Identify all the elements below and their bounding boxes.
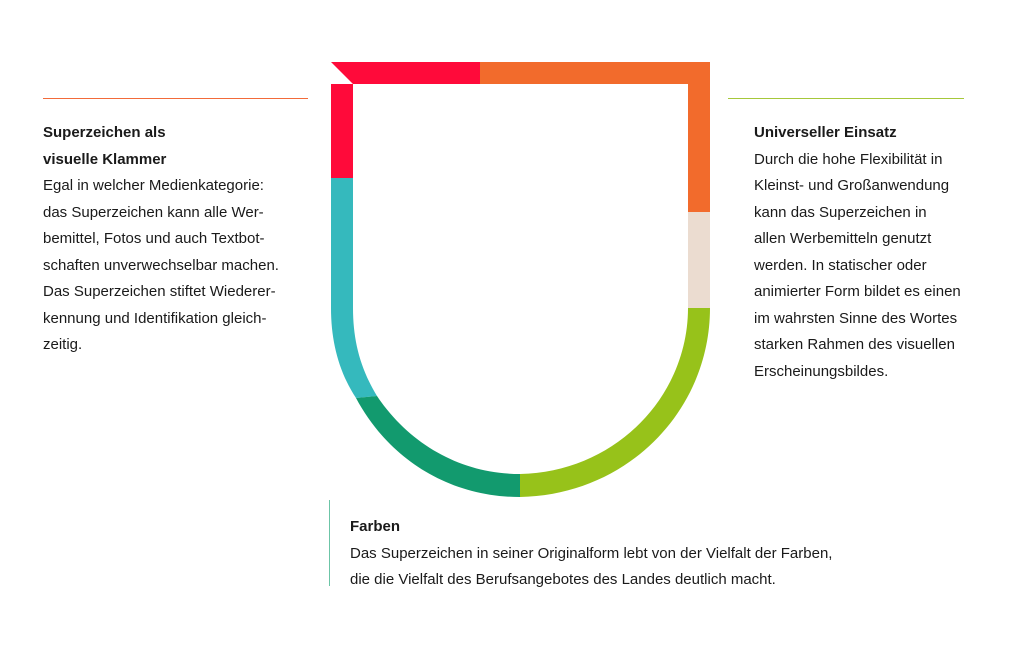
right-body: Durch die hohe Flexibilität in Kleinst- und Großanwendung kann das Superzeichen in allen Werbemitteln genutzt werden. In statischer oder animierter Form bildet es einen im wahrsten Sinne des Wortes starken Rahmen des visuellen Erscheinungsbildes.	[754, 150, 961, 380]
emblem-segment-red-top	[331, 62, 480, 84]
emblem-segment-beige	[688, 212, 710, 308]
emblem-segment-lime	[520, 308, 710, 497]
emblem-segment-orange-top	[480, 62, 710, 212]
bottom-text-block	[350, 514, 910, 594]
left-text-block	[43, 120, 313, 359]
bottom-title: Farben	[350, 518, 401, 535]
right-text-block	[754, 120, 1004, 385]
right-title: Universeller Einsatz	[754, 124, 897, 141]
bottom-body: Das Superzeichen in seiner Originalform lebt von der Vielfalt der Farben, die die Vielfalt des Berufsangebotes des Landes deutlich macht.	[350, 544, 833, 588]
left-title: Superzeichen als visuelle Klammer	[43, 124, 167, 168]
emblem-segment-green	[356, 396, 520, 497]
left-body: Egal in welcher Medienkategorie: das Superzeichen kann alle Wer- bemittel, Fotos und auch Textbot- schaften unverwechselbar machen. Das Superzeichen stiftet Wiederer- kennung und Identifikation gleich- zeitig.	[43, 177, 279, 353]
emblem-segment-red-left	[331, 84, 353, 178]
emblem-segment-teal	[331, 178, 377, 398]
